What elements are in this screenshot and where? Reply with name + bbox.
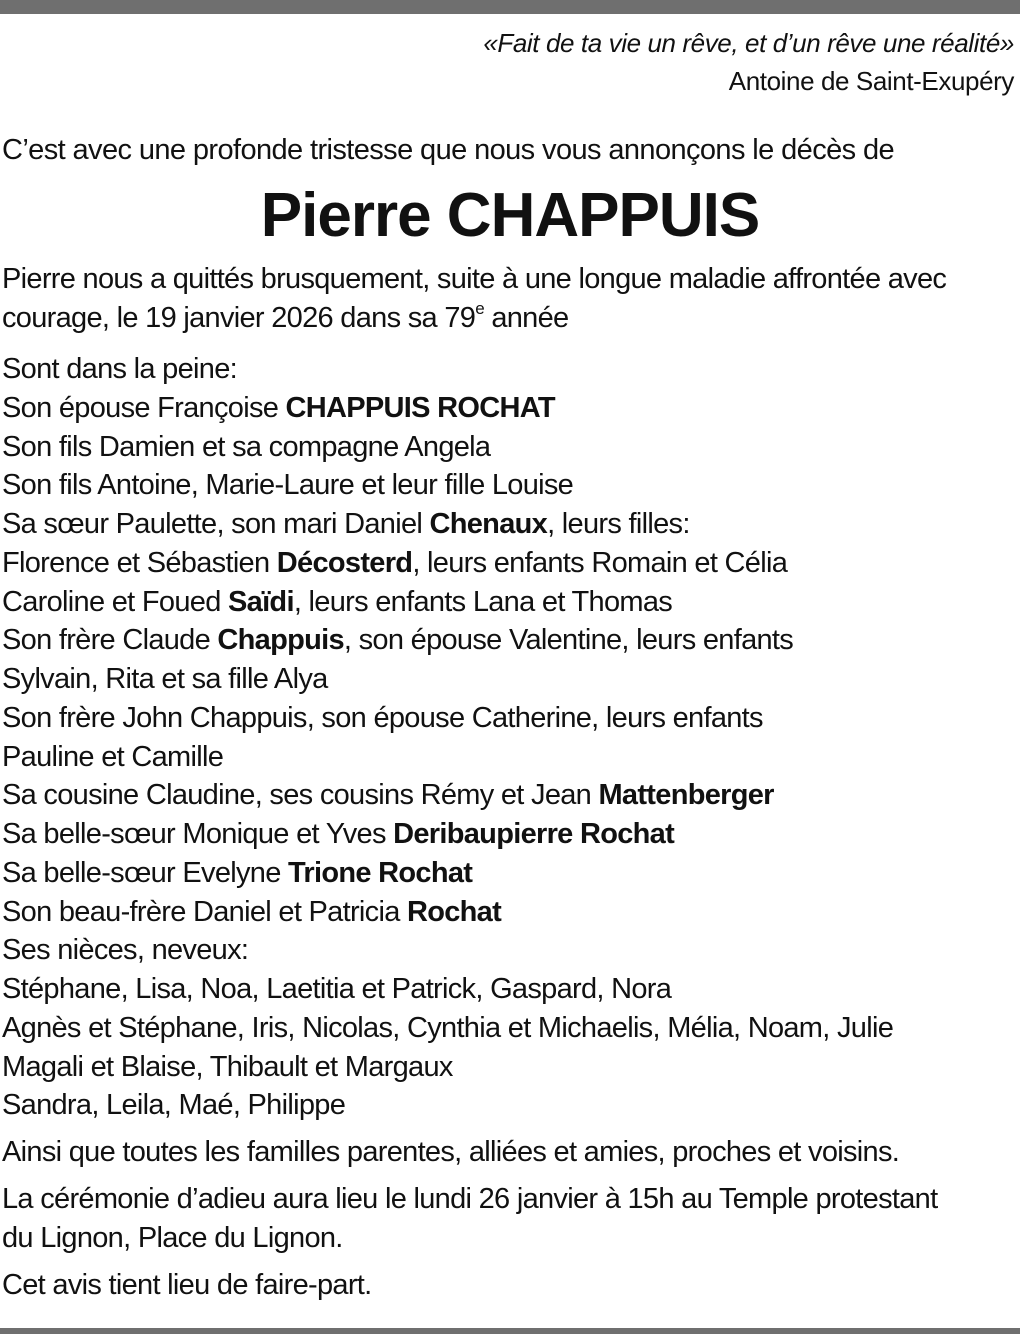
obituary-notice (2, 24, 1018, 1305)
ceremony-line-2: du Lignon, Place du Lignon. (2, 1222, 343, 1254)
epigraph-author: Antoine de Saint-Exupéry (728, 66, 1014, 96)
mourner-line (2, 1048, 1018, 1087)
mourner-line (2, 815, 1018, 854)
mourner-line (2, 428, 1018, 467)
family-surname: Chenaux (429, 508, 548, 540)
mourner-text: Magali et Blaise, Thibault et Margaux (2, 1050, 453, 1083)
passing-paragraph (2, 260, 1018, 338)
mourner-text: Caroline et Foued (2, 585, 228, 618)
mourner-text: Son beau-frère Daniel et Patricia (2, 895, 407, 928)
mourner-text: Son fils Antoine, Marie-Laure et leur fille Louise (2, 469, 574, 502)
families-paragraph: Ainsi que toutes les familles parentes, alliées et amies, proches et voisins. (2, 1136, 900, 1168)
mourner-line (2, 776, 1018, 815)
ceremony-line-1: La cérémonie d’adieu aura lieu le lundi 26 janvier à 15h au Temple protestant (2, 1183, 938, 1215)
mourner-text: Sa belle-sœur Monique et Yves (2, 818, 394, 850)
ceremony-paragraph (2, 1180, 1018, 1258)
mourner-lines (2, 389, 1018, 1125)
mourner-line (2, 583, 1018, 622)
mourner-text-suffix: , son épouse Valentine, leurs enfants (343, 624, 794, 657)
mourners-list (2, 350, 1018, 1125)
mourner-text: Sa sœur Paulette, son mari Daniel (2, 508, 430, 540)
mourner-line (2, 854, 1018, 893)
bottom-rule (0, 1328, 1020, 1334)
mourner-line (2, 970, 1018, 1009)
mourner-line (2, 738, 1018, 777)
mourner-text: Stéphane, Lisa, Noa, Laetitia et Patrick, Gaspard, Nora (2, 973, 672, 1005)
ordinal-suffix: e (475, 299, 484, 318)
mourner-line (2, 660, 1018, 699)
top-rule (0, 0, 1020, 14)
epigraph (2, 24, 1018, 100)
epigraph-quote: «Fait de ta vie un rêve, et d’un rêve une réalité» (483, 28, 1014, 58)
mourner-text: Sa cousine Claudine, ses cousins Rémy et Jean (2, 779, 599, 812)
passing-line-2 (2, 299, 1018, 338)
mourner-line (2, 621, 1018, 660)
family-surname: CHAPPUIS ROCHAT (285, 391, 555, 424)
mourner-text: Sa belle-sœur Evelyne (2, 856, 288, 889)
mourner-line (2, 389, 1018, 428)
passing-line-2-text: courage, le 19 janvier 2026 dans sa 79 (2, 302, 476, 334)
family-surname: Saïdi (228, 585, 294, 618)
mourner-text: Son frère Claude (2, 624, 218, 657)
mourner-text-suffix: , leurs enfants Lana et Thomas (293, 585, 673, 618)
mourner-line (2, 699, 1018, 738)
mourner-text: Florence et Sébastien (2, 546, 277, 579)
passing-line-2-end: année (483, 302, 569, 334)
mourner-line (2, 1009, 1018, 1048)
mourner-line (2, 1086, 1018, 1125)
mourner-line (2, 544, 1018, 583)
mourner-text-suffix: , leurs enfants Romain et Célia (412, 546, 788, 579)
deceased-name: Pierre CHAPPUIS (260, 181, 760, 250)
mourner-line (2, 505, 1018, 544)
mourner-line (2, 931, 1018, 970)
mourner-text: Sylvain, Rita et sa fille Alya (2, 663, 328, 695)
mourner-text: Son épouse Françoise (2, 391, 286, 424)
family-surname: Rochat (406, 895, 502, 928)
mourner-text-suffix: , leurs filles: (547, 508, 690, 540)
intro-text: C’est avec une profonde tristesse que nous vous annonçons le décès de (2, 134, 895, 166)
mourner-text: Son fils Damien et sa compagne Angela (2, 430, 491, 463)
mourner-text: Pauline et Camille (2, 740, 224, 773)
family-surname: Chappuis (217, 624, 344, 657)
passing-line-1: Pierre nous a quittés brusquement, suite à une longue maladie affrontée avec (2, 263, 947, 295)
mourner-line (2, 893, 1018, 932)
family-surname: Décosterd (276, 546, 413, 579)
mourner-line (2, 466, 1018, 505)
mourner-text: Agnès et Stéphane, Iris, Nicolas, Cynthia et Michaelis, Mélia, Noam, Julie (2, 1011, 894, 1044)
family-surname: Deribaupierre Rochat (393, 818, 675, 850)
family-surname: Mattenberger (598, 779, 774, 812)
family-surname: Trione Rochat (288, 856, 473, 889)
mourner-text: Son frère John Chappuis, son épouse Catherine, leurs enfants (2, 701, 763, 734)
mourner-text: Sandra, Leila, Maé, Philippe (2, 1089, 346, 1122)
mourners-heading: Sont dans la peine: (2, 353, 237, 385)
closing-note: Cet avis tient lieu de faire-part. (2, 1269, 372, 1301)
mourner-text: Ses nièces, neveux: (2, 934, 249, 967)
